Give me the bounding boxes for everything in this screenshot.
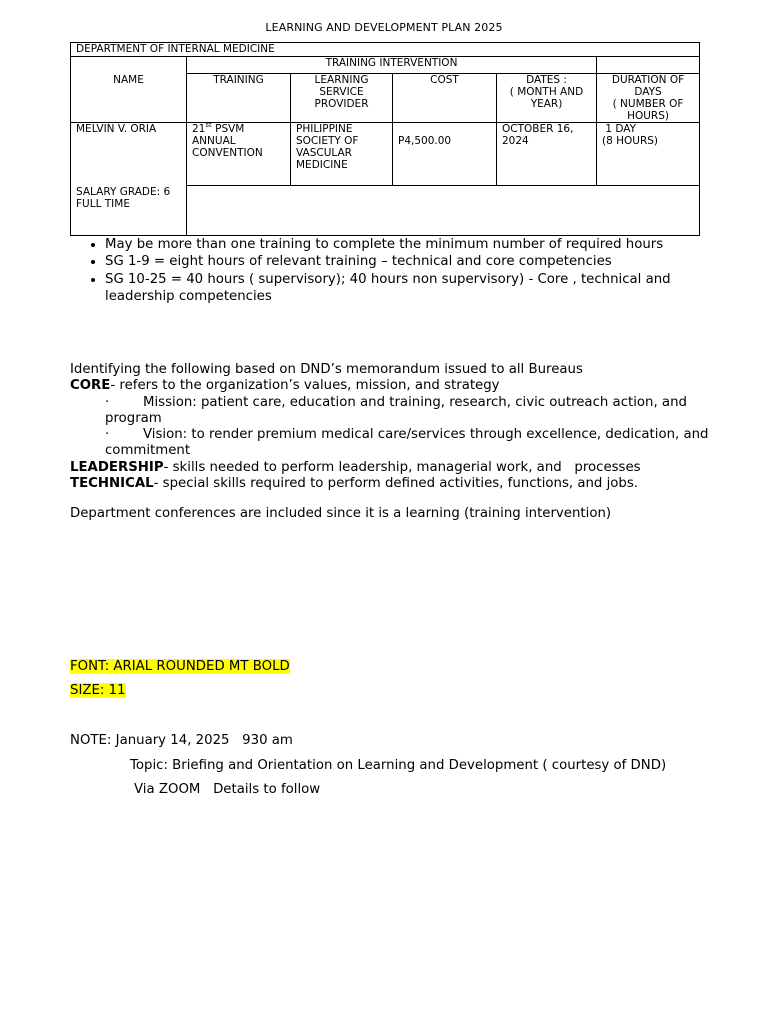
header-duration-line: ( NUMBER OF — [612, 98, 684, 110]
duration-line: 1 DAY — [602, 123, 637, 135]
mission-text: Mission: patient care, education and training, research, civic outreach action, and program — [105, 394, 687, 426]
font-note-line — [70, 659, 710, 675]
header-duration-line: DAYS — [634, 86, 662, 98]
meeting-via: Via ZOOM Details to follow — [134, 782, 321, 797]
vision-item — [70, 427, 710, 460]
header-dates — [497, 74, 597, 123]
size-note-line — [70, 683, 710, 699]
core-text: - refers to the organization’s values, mission, and strategy — [110, 378, 500, 394]
header-cost: COST — [393, 74, 497, 123]
cost-cell: P4,500.00 — [393, 123, 497, 186]
employee-name-cell: MELVIN V. ORIA — [71, 123, 187, 186]
date-line: OCTOBER 16, — [502, 123, 574, 135]
technical-definition — [70, 476, 710, 492]
vision-text: Vision: to render premium medical care/services through excellence, dedication, and commitment — [105, 427, 709, 459]
duration-spacer-cell — [597, 57, 700, 74]
list-item: • SG 1-9 = eight hours of relevant training – technical and core competencies — [105, 253, 735, 270]
provider-line: SOCIETY OF — [296, 135, 359, 147]
list-item: • SG 10-25 = 40 hours ( supervisory); 40 hours non supervisory) - Core , technical and leadership competencies — [105, 271, 735, 306]
core-definition — [70, 378, 710, 394]
bullet-dot: · — [105, 427, 110, 443]
mission-item — [70, 395, 710, 428]
provider-line: MEDICINE — [296, 159, 348, 171]
training-intervention-header: TRAINING INTERVENTION — [187, 57, 597, 74]
provider-line: PHILIPPINE — [296, 123, 353, 135]
header-training: TRAINING — [187, 74, 291, 123]
training-cell — [187, 123, 291, 186]
document-title: LEARNING AND DEVELOPMENT PLAN 2025 — [265, 21, 503, 34]
department-cell: DEPARTMENT OF INTERNAL MEDICINE — [71, 43, 700, 57]
memo-intro: Identifying the following based on DND’s memorandum issued to all Bureaus — [70, 362, 583, 377]
technical-text: - special skills required to perform defined activities, functions, and jobs. — [153, 476, 639, 492]
employment-status: FULL TIME — [76, 197, 130, 210]
conference-note: Department conferences are included since it is a learning (training intervention) — [70, 506, 612, 521]
training-number: 21 — [192, 123, 206, 135]
provider-cell — [291, 123, 393, 186]
technical-label: TECHNICAL — [70, 476, 154, 492]
size-note: SIZE: 11 — [70, 683, 126, 698]
leadership-label: LEADERSHIP — [70, 459, 164, 475]
header-provider — [291, 74, 393, 123]
training-plan-table — [70, 42, 700, 236]
meeting-note: NOTE: January 14, 2025 930 am — [70, 733, 293, 748]
salary-grade: SALARY GRADE: 6 — [76, 185, 171, 198]
competency-section — [70, 362, 710, 492]
header-provider-line: PROVIDER — [314, 98, 369, 110]
leadership-definition — [70, 460, 710, 476]
header-provider-line: SERVICE — [319, 86, 364, 98]
core-label: CORE — [70, 378, 111, 394]
salary-cell — [71, 186, 187, 236]
header-duration-line: HOURS) — [627, 110, 669, 122]
training-title: PSVM — [211, 123, 245, 135]
header-provider-line: LEARNING — [314, 74, 369, 86]
header-name: NAME — [71, 74, 187, 123]
provider-line: VASCULAR — [296, 147, 352, 159]
training-line — [192, 123, 285, 135]
header-duration — [597, 74, 700, 123]
requirements-list — [70, 236, 735, 305]
training-line: ANNUAL — [192, 135, 236, 147]
empty-merged-cell — [187, 186, 700, 236]
training-ordinal: st — [205, 121, 212, 129]
list-item: • May be more than one training to complete the minimum number of required hours — [105, 236, 735, 253]
bullet-dot: · — [105, 394, 110, 410]
name-spacer-cell — [71, 57, 187, 74]
header-dates-line: YEAR) — [530, 98, 563, 110]
header-duration-line: DURATION OF — [611, 74, 685, 86]
leadership-text: - skills needed to perform leadership, managerial work, and processes — [163, 459, 641, 475]
meeting-topic: Topic: Briefing and Orientation on Learning and Development ( courtesy of DND) — [130, 758, 667, 773]
header-dates-line: DATES : — [526, 74, 567, 86]
training-line: CONVENTION — [192, 147, 263, 159]
date-cell — [497, 123, 597, 186]
duration-cell — [597, 123, 700, 186]
font-note: FONT: ARIAL ROUNDED MT BOLD — [70, 659, 290, 674]
date-line: 2024 — [502, 135, 529, 147]
header-dates-line: ( MONTH AND — [509, 86, 584, 98]
duration-line: (8 HOURS) — [602, 135, 659, 147]
